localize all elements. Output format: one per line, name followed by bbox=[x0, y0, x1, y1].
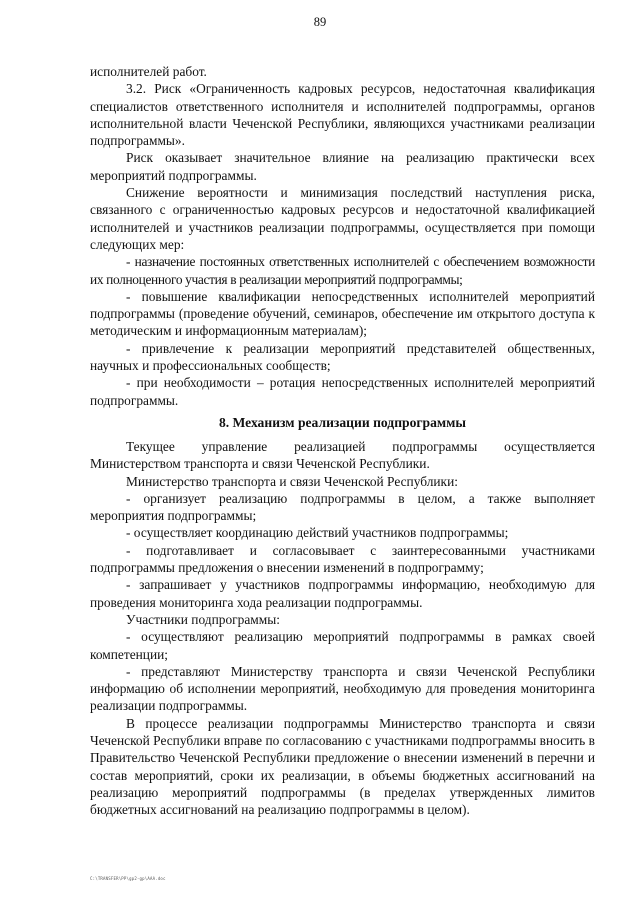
risk-section bbox=[90, 63, 595, 409]
page-number: 89 bbox=[313, 15, 327, 29]
paragraph: В процессе реализации подпрограммы Министерство транспорта и связи Чеченской Республики вправе по согласованию с участниками подпрограммы вносить в Правительство Чеченской Республики предложение о внесении изменений в перечни и состав мероприятий, сроки их реализации, в объемы бюджетных ассигнований на реализацию мероприятий подпрограммы (в пределах утвержденных лимитов бюджетных ассигнований на реализацию подпрограммы в целом). bbox=[90, 715, 595, 818]
section-heading: 8. Механизм реализации подпрограммы bbox=[218, 414, 467, 430]
paragraph: - привлечение к реализации мероприятий представителей общественных, научных и профессиональных сообществ; bbox=[90, 340, 595, 374]
paragraph: - осуществляет координацию действий участников подпрограммы; bbox=[126, 525, 509, 541]
footer-file-path: C:\TRANSFER\PP\gp2-gp\AAA.doc bbox=[90, 876, 166, 881]
paragraph: Текущее управление реализацией подпрограммы осуществляется Министерством транспорта и связи Чеченской Республики. bbox=[90, 438, 595, 472]
paragraph: - подготавливает и согласовывает с заинтересованными участниками подпрограммы предложения о внесении изменений в подпрограмму; bbox=[90, 542, 595, 576]
paragraph: Снижение вероятности и минимизация последствий наступления риска, связанного с ограниченностью кадровых ресурсов и недостаточной квалификацией исполнителей и участников реализации подпрограммы, осуществляется при помощи следующих мер: bbox=[90, 185, 595, 252]
paragraph: - запрашивает у участников подпрограммы информацию, необходимую для проведения мониторинга хода реализации подпрограммы. bbox=[90, 577, 595, 610]
mechanism-section bbox=[90, 438, 595, 819]
paragraph: Участники подпрограммы: bbox=[126, 611, 280, 627]
paragraph: 3.2. Риск «Ограниченность кадровых ресурсов, недостаточная квалификация специалистов ответственного исполнителя и исполнителей подпрограммы, органов исполнительной власти Чеченской Республики, являющихся участниками реализации подпрограммы». bbox=[90, 81, 595, 149]
paragraph: - организует реализацию подпрограммы в целом, а также выполняет мероприятия подпрограммы; bbox=[90, 490, 595, 524]
paragraph: Министерство транспорта и связи Чеченской Республики: bbox=[126, 473, 458, 489]
paragraph: Риск оказывает значительное влияние на реализацию практически всех мероприятий подпрограммы. bbox=[90, 150, 595, 183]
paragraph: исполнителей работ. bbox=[90, 64, 207, 79]
document-body bbox=[90, 63, 595, 818]
paragraph: - повышение квалификации непосредственных исполнителей мероприятий подпрограммы (проведение обучений, семинаров, обеспечение им открытого доступа к методическим и информационным материалам); bbox=[90, 288, 595, 339]
paragraph: - представляют Министерству транспорта и связи Чеченской Республики информацию об исполнении мероприятий, необходимую для проведения мониторинга реализации подпрограммы. bbox=[90, 663, 595, 714]
paragraph: - назначение постоянных ответственных исполнителей с обеспечением возможности их полноценного участия в реализации мероприятий подпрограммы; bbox=[90, 254, 595, 287]
paragraph: - при необходимости – ротация непосредственных исполнителей мероприятий подпрограммы. bbox=[90, 375, 595, 408]
paragraph: - осуществляют реализацию мероприятий подпрограммы в рамках своей компетенции; bbox=[90, 629, 595, 662]
